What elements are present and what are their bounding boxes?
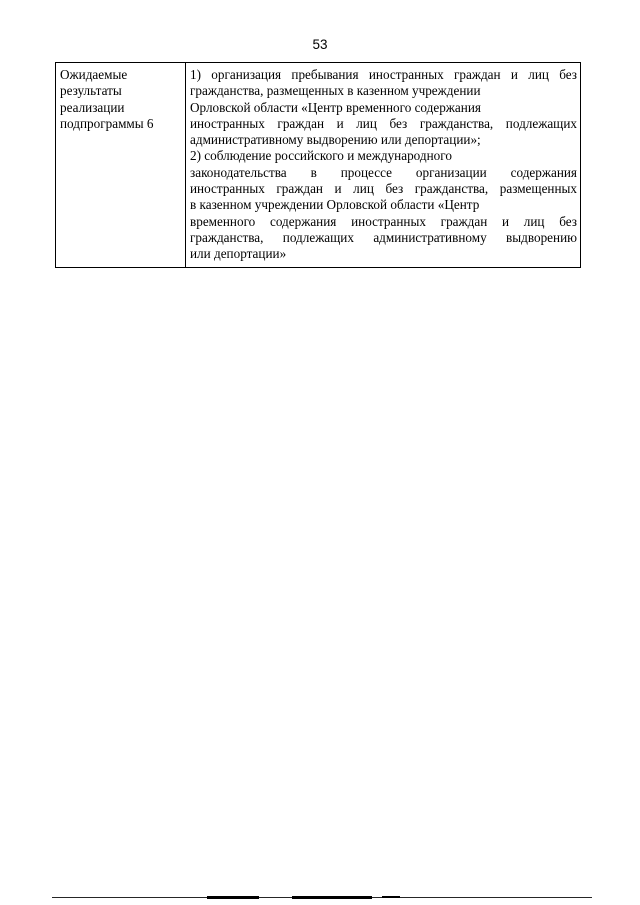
content-line: законодательства в процессе организации содержания: [190, 164, 577, 180]
subprogram-results-table: [55, 62, 581, 268]
page-number: 53: [312, 37, 328, 52]
label-cell: [56, 63, 186, 268]
content-line: гражданства, размещенных в казенном учреждении: [190, 83, 481, 99]
label-line: результаты: [60, 83, 122, 99]
content-line: 1) организация пребывания иностранных граждан и лиц без: [190, 67, 577, 82]
content-line: административному выдворению или депортации»;: [190, 132, 481, 148]
content-line: или депортации»: [190, 246, 287, 262]
scan-bottom-rule: [52, 896, 592, 899]
content-line: временного содержания иностранных граждан и лиц без: [190, 213, 577, 229]
label-line: Ожидаемые: [60, 67, 128, 82]
content-line: Орловской области «Центр временного содержания: [190, 99, 481, 115]
content-line: иностранных граждан и лиц без гражданства, размещенных: [190, 181, 577, 197]
content-line: 2) соблюдение российского и международного: [190, 148, 452, 164]
content-cell: [186, 63, 581, 268]
content-line: иностранных граждан и лиц без гражданства, подлежащих: [190, 115, 577, 131]
label-line: реализации: [60, 99, 125, 115]
table-row: [56, 63, 581, 268]
content-line: в казенном учреждении Орловской области «Центр: [190, 197, 480, 213]
label-line: подпрограммы 6: [60, 115, 154, 131]
content-line: гражданства, подлежащих административному выдворению: [190, 229, 577, 245]
